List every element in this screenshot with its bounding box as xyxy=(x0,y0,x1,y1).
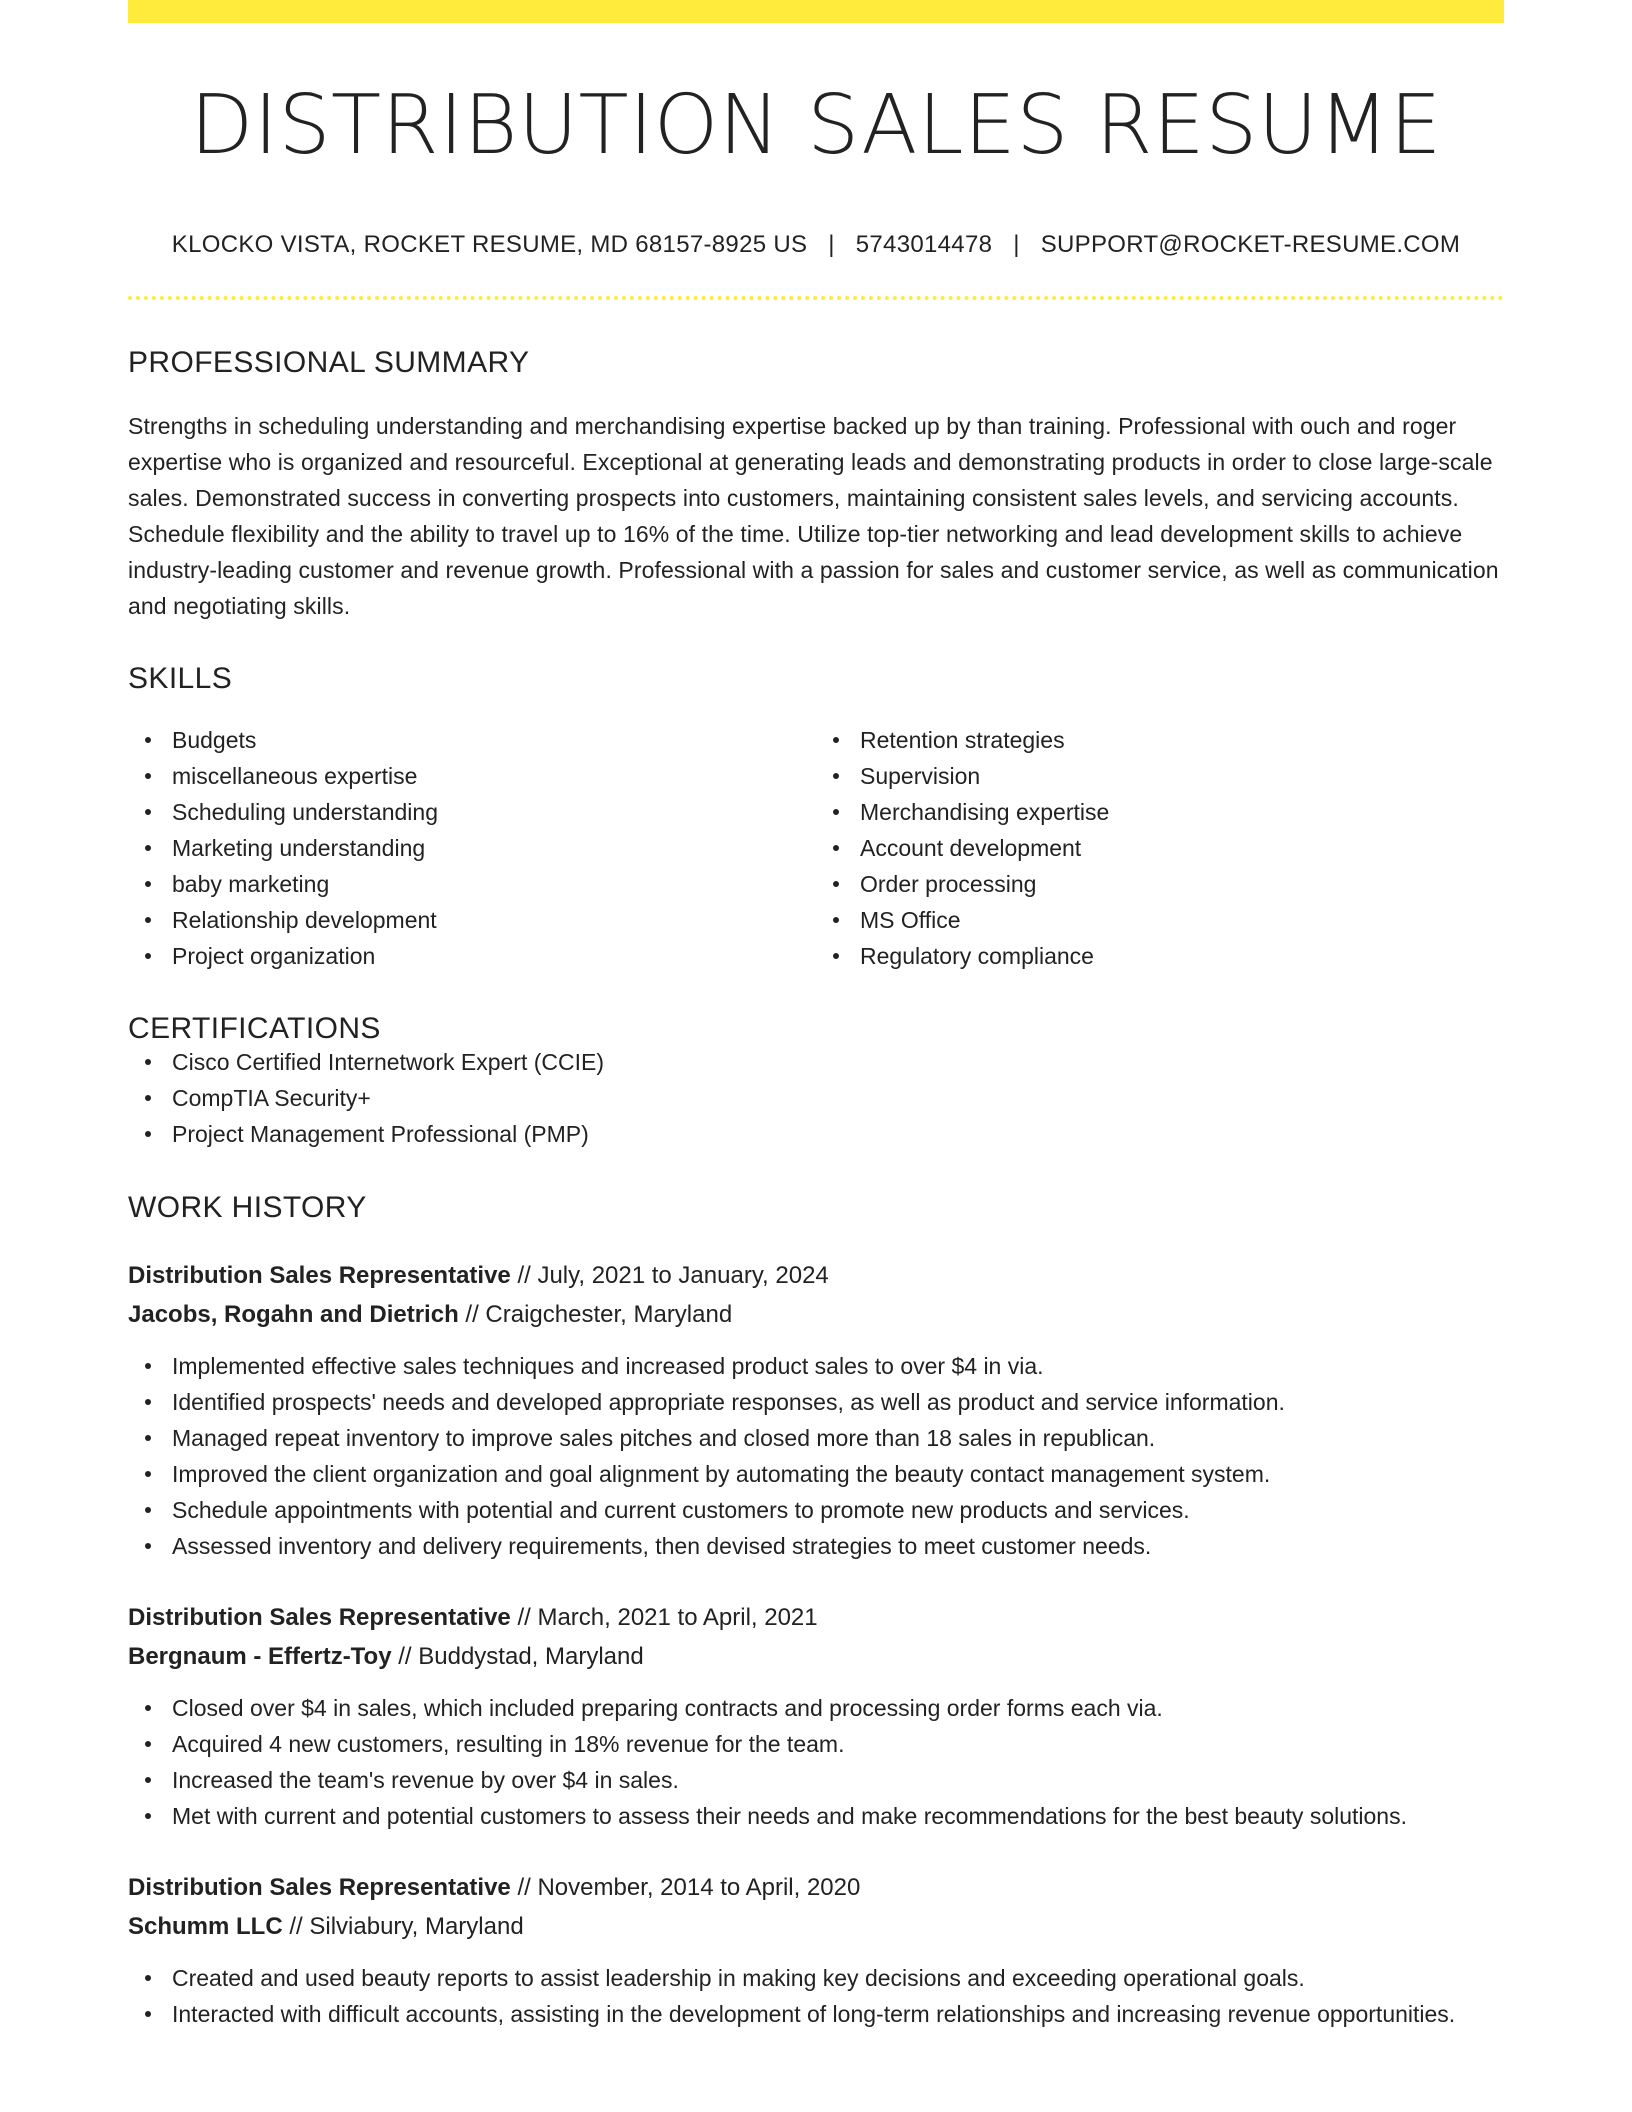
summary-text: Strengths in scheduling understanding and merchandising expertise backed up by than training. Professional with ouch and roger expertise who is organized and resourceful. Exceptional at generating leads and demonstrating products in order to close large-scale sales. Demonstrated success in converting prospects into customers, maintaining consistent sales levels, and servicing accounts. Schedule flexibility and the ability to travel up to 16% of the time. Utilize top-tier networking and lead development skills to achieve industry-leading customer and revenue growth. Professional with a passion for sales and customer service, as well as communication and negotiating skills. xyxy=(128,413,1499,619)
job-bullet: Increased the team's revenue by over $4 in sales. xyxy=(172,1762,1504,1798)
certifications-heading: CERTIFICATIONS xyxy=(128,1012,381,1045)
job-company: Bergnaum - Effertz-Toy xyxy=(128,1643,392,1670)
certification-item: CompTIA Security+ xyxy=(172,1080,1504,1116)
job-bullets xyxy=(128,1960,1504,2032)
contact-line xyxy=(128,233,1504,257)
job-title-line xyxy=(128,1868,1504,1907)
job-title: Distribution Sales Representative xyxy=(128,1262,511,1289)
job-company: Jacobs, Rogahn and Dietrich xyxy=(128,1301,459,1328)
work-history-heading: WORK HISTORY xyxy=(128,1191,367,1224)
skill-item: Merchandising expertise xyxy=(860,794,1504,830)
accent-bar xyxy=(128,0,1504,23)
job-dates: // November, 2014 to April, 2020 xyxy=(517,1874,861,1901)
skills-list-left xyxy=(128,722,816,974)
job-location: // Silviabury, Maryland xyxy=(289,1913,524,1940)
job-dates: // July, 2021 to January, 2024 xyxy=(517,1262,829,1289)
skill-item: Project organization xyxy=(172,938,816,974)
job-bullet: Created and used beauty reports to assist leadership in making key decisions and exceeding operational goals. xyxy=(172,1960,1504,1996)
certification-item: Cisco Certified Internetwork Expert (CCIE) xyxy=(172,1044,1504,1080)
job-bullet: Improved the client organization and goal alignment by automating the beauty contact management system. xyxy=(172,1456,1504,1492)
skills-list-right xyxy=(816,722,1504,974)
skill-item: MS Office xyxy=(860,902,1504,938)
contact-phone: 5743014478 xyxy=(855,231,993,258)
job-bullet: Schedule appointments with potential and current customers to promote new products and services. xyxy=(172,1492,1504,1528)
job-company-line xyxy=(128,1907,1504,1946)
skills-columns xyxy=(128,722,1504,974)
job-company-line xyxy=(128,1637,1504,1676)
skill-item: Supervision xyxy=(860,758,1504,794)
job-bullet: Closed over $4 in sales, which included preparing contracts and processing order forms each via. xyxy=(172,1690,1504,1726)
skill-item: Relationship development xyxy=(172,902,816,938)
skill-item: Regulatory compliance xyxy=(860,938,1504,974)
resume-title: DISTRIBUTION SALES RESUME xyxy=(190,78,1442,173)
skills-heading: SKILLS xyxy=(128,662,233,695)
contact-separator: | xyxy=(1013,231,1020,258)
job-title-line xyxy=(128,1256,1504,1295)
job-entry xyxy=(128,1598,1504,1834)
job-bullet: Interacted with difficult accounts, assisting in the development of long-term relationships and increasing revenue opportunities. xyxy=(172,1996,1504,2032)
skill-item: Budgets xyxy=(172,722,816,758)
job-bullets xyxy=(128,1348,1504,1564)
job-bullet: Met with current and potential customers to assess their needs and make recommendations for the best beauty solutions. xyxy=(172,1798,1504,1834)
contact-address: KLOCKO VISTA, ROCKET RESUME, MD 68157-8925 US xyxy=(171,231,808,258)
skill-item: Scheduling understanding xyxy=(172,794,816,830)
job-bullet: Managed repeat inventory to improve sales pitches and closed more than 18 sales in republican. xyxy=(172,1420,1504,1456)
job-entry xyxy=(128,1868,1504,2032)
job-bullet: Implemented effective sales techniques and increased product sales to over $4 in via. xyxy=(172,1348,1504,1384)
job-bullet: Acquired 4 new customers, resulting in 18% revenue for the team. xyxy=(172,1726,1504,1762)
job-bullet: Identified prospects' needs and developed appropriate responses, as well as product and service information. xyxy=(172,1384,1504,1420)
certifications-list xyxy=(128,1044,1504,1152)
skill-item: Order processing xyxy=(860,866,1504,902)
skill-item: Retention strategies xyxy=(860,722,1504,758)
dotted-divider xyxy=(128,296,1504,300)
job-entry xyxy=(128,1256,1504,1564)
skill-item: Account development xyxy=(860,830,1504,866)
job-dates: // March, 2021 to April, 2021 xyxy=(517,1604,818,1631)
summary-heading: PROFESSIONAL SUMMARY xyxy=(128,346,530,379)
certification-item: Project Management Professional (PMP) xyxy=(172,1116,1504,1152)
resume-page xyxy=(128,0,1504,2032)
job-title: Distribution Sales Representative xyxy=(128,1874,511,1901)
job-title-line xyxy=(128,1598,1504,1637)
skill-item: Marketing understanding xyxy=(172,830,816,866)
job-bullets xyxy=(128,1690,1504,1834)
job-company: Schumm LLC xyxy=(128,1913,283,1940)
contact-email: SUPPORT@ROCKET-RESUME.COM xyxy=(1040,231,1461,258)
job-location: // Craigchester, Maryland xyxy=(465,1301,733,1328)
job-title: Distribution Sales Representative xyxy=(128,1604,511,1631)
job-company-line xyxy=(128,1295,1504,1334)
job-bullet: Assessed inventory and delivery requirements, then devised strategies to meet customer needs. xyxy=(172,1528,1504,1564)
job-location: // Buddystad, Maryland xyxy=(398,1643,644,1670)
skill-item: miscellaneous expertise xyxy=(172,758,816,794)
contact-separator: | xyxy=(828,231,835,258)
skill-item: baby marketing xyxy=(172,866,816,902)
